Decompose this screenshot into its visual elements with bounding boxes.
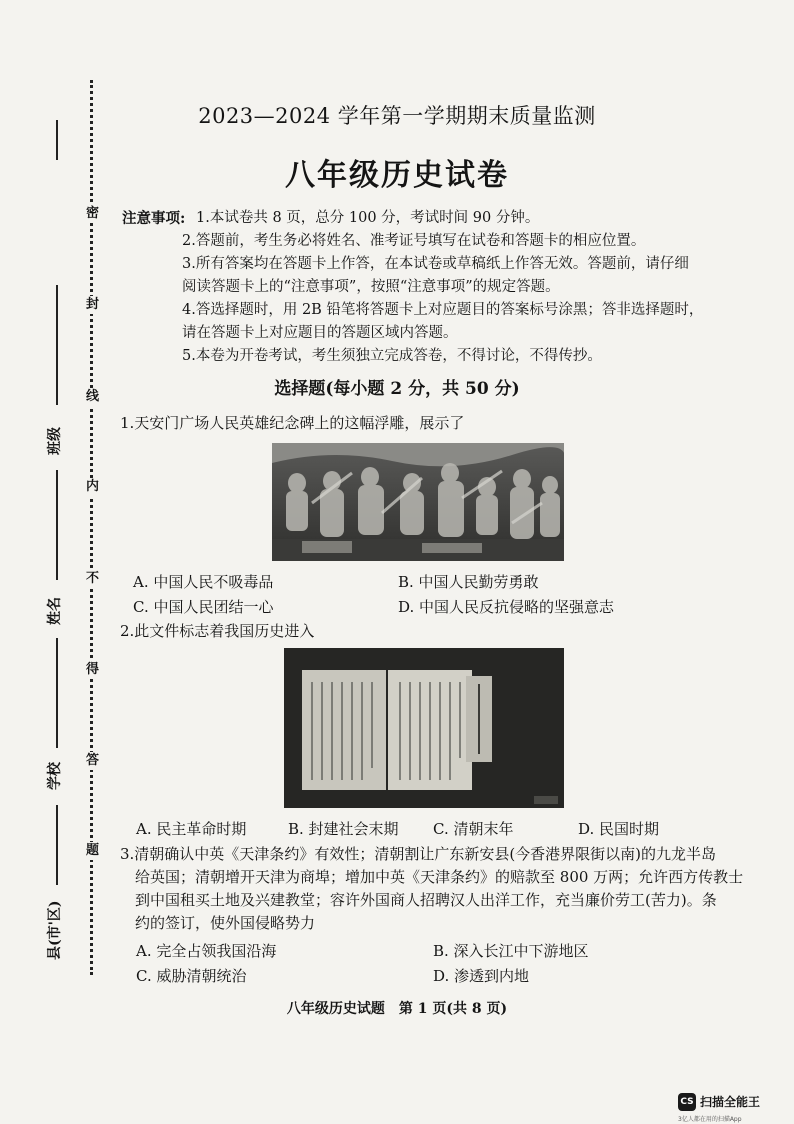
question-3-stem-line: 到中国租买土地及兴建教堂；容许外国商人招聘汉人出洋工作，充当廉价劳工(苦力)。条 [135,891,717,909]
question-1-stem: 1.天安门广场人民英雄纪念碑上的这幅浮雕，展示了 [120,414,465,432]
question-2-option-c[interactable]: C. 清朝末年 [433,820,514,838]
question-2-stem: 2.此文件标志着我国历史进入 [120,622,315,640]
question-1-option-b[interactable]: B. 中国人民勤劳勇敢 [398,573,539,591]
camscanner-logo-icon: CS [678,1093,696,1111]
seal-char: 密 [86,206,100,221]
question-1-option-d[interactable]: D. 中国人民反抗侵略的坚强意志 [398,598,615,616]
page-footer: 八年级历史试题 第 1 页(共 8 页) [286,1001,508,1017]
question-3-option-a[interactable]: A. 完全占领我国沿海 [136,942,277,960]
notice-heading: 注意事项: [122,210,186,227]
paper-title: 八年级历史试卷 [285,158,509,193]
camscanner-tagline: 3亿人都在用的扫描App [678,1116,742,1123]
field-label-class: 班级 [47,427,63,455]
seal-char: 得 [86,662,100,677]
field-label-school: 学校 [47,762,63,790]
seal-char: 不 [86,571,100,586]
question-1-option-a[interactable]: A. 中国人民不吸毒品 [133,573,274,591]
relief-sculpture-image [272,443,564,561]
historical-document-image [284,648,564,808]
field-label-name: 姓名 [47,597,63,625]
field-underline [56,805,58,885]
question-3-stem-line: 给英国；清朝增开天津为商埠；增加中英《天津条约》的赔款至 800 万两；允许西方传教士 [135,868,744,886]
field-underline [56,470,58,580]
seal-char: 题 [86,843,100,858]
question-3-option-b[interactable]: B. 深入长江中下游地区 [433,942,589,960]
question-3-stem-line: 约的签订，使外国侵略势力 [135,914,316,932]
seal-char: 线 [86,389,100,404]
camscanner-name: 扫描全能王 [700,1095,761,1109]
question-2-option-d[interactable]: D. 民国时期 [578,820,660,838]
question-2-option-b[interactable]: B. 封建社会末期 [288,820,399,838]
question-2-option-a[interactable]: A. 民主革命时期 [136,820,247,838]
seal-char: 内 [86,479,100,494]
question-3-stem-line: 3.清朝确认中英《天津条约》有效性；清朝割让广东新安县(今香港界限街以南)的九龙半岛 [120,845,717,863]
field-underline [56,638,58,748]
notice-line: 5.本卷为开卷考试，考生须独立完成答卷，不得讨论，不得传抄。 [182,348,602,364]
question-3-option-d[interactable]: D. 渗透到内地 [433,967,530,985]
seal-char: 答 [86,753,100,768]
term-title: 2023—2024 学年第一学期期末质量监测 [198,104,596,128]
seal-char: 封 [86,297,100,312]
notice-line: 请在答题卡上对应题目的答题区域内答题。 [182,325,458,341]
section-title: 选择题(每小题 2 分，共 50 分) [274,379,520,399]
field-label-county: 县(市'区) [47,900,63,960]
notice-line: 4.答选择题时，用 2B 铅笔将答题卡上对应题目的答案标号涂黑；答非选择题时， [182,302,704,318]
notice-line: 2.答题前，考生务必将姓名、准考证号填写在试卷和答题卡的相应位置。 [182,233,646,249]
notice-line: 1.本试卷共 8 页，总分 100 分，考试时间 90 分钟。 [196,210,540,226]
question-1-option-c[interactable]: C. 中国人民团结一心 [133,598,274,616]
notice-line: 3.所有答案均在答题卡上作答，在本试卷或草稿纸上作答无效。答题前，请仔细 [182,256,689,272]
notice-line: 阅读答题卡上的“注意事项”，按照“注意事项”的规定答题。 [182,279,560,295]
question-3-option-c[interactable]: C. 威胁清朝统治 [136,967,247,985]
